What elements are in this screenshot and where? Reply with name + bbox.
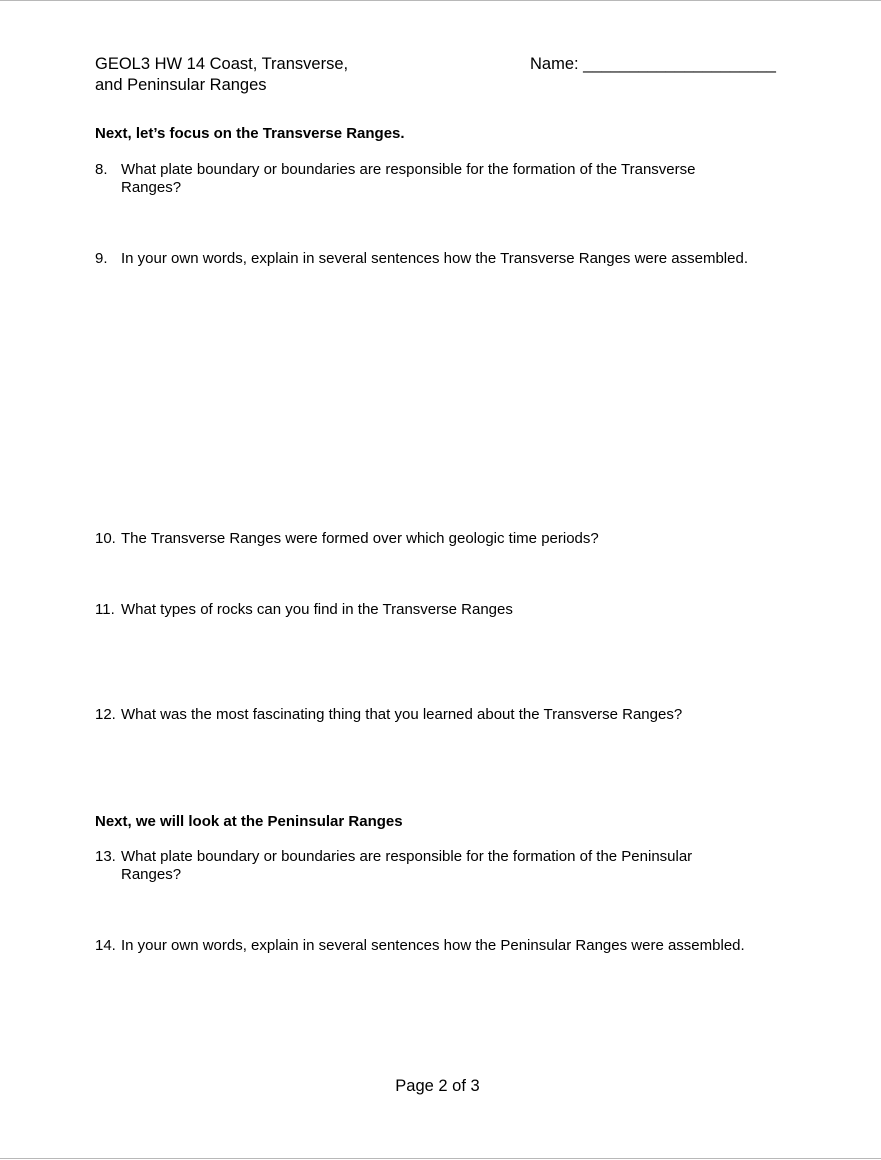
question-11 — [95, 601, 755, 619]
question-number: 13. — [95, 848, 116, 865]
section-heading-peninsular: Next, we will look at the Peninsular Ranges — [95, 813, 403, 830]
question-text: What plate boundary or boundaries are responsible for the formation of the Transverse Ranges? — [121, 161, 696, 196]
question-9 — [95, 250, 755, 268]
question-number: 8. — [95, 161, 108, 178]
question-text: In your own words, explain in several sentences how the Transverse Ranges were assembled. — [121, 250, 748, 267]
question-text: In your own words, explain in several sentences how the Peninsular Ranges were assembled. — [121, 937, 745, 954]
question-13 — [95, 848, 755, 884]
question-8 — [95, 161, 755, 197]
question-14 — [95, 937, 755, 955]
name-field: Name: _____________________ — [530, 55, 776, 73]
question-number: 11. — [95, 601, 115, 618]
section-heading-transverse: Next, let’s focus on the Transverse Ranges. — [95, 125, 405, 142]
question-text: What was the most fascinating thing that you learned about the Transverse Ranges? — [121, 706, 683, 723]
question-text: The Transverse Ranges were formed over which geologic time periods? — [121, 530, 599, 547]
question-text: What types of rocks can you find in the Transverse Ranges — [121, 601, 513, 618]
question-number: 12. — [95, 706, 116, 723]
document-title-line-2: and Peninsular Ranges — [95, 76, 267, 94]
document-title-line-1: GEOL3 HW 14 Coast, Transverse, — [95, 55, 349, 73]
page-bottom-border — [0, 1158, 881, 1159]
question-12 — [95, 706, 755, 724]
question-number: 14. — [95, 937, 116, 954]
page-top-border — [0, 0, 881, 1]
page-footer — [0, 1076, 881, 1097]
page-number: Page 2 of 3 — [395, 1077, 480, 1095]
question-10 — [95, 530, 755, 548]
question-number: 10. — [95, 530, 116, 547]
question-number: 9. — [95, 250, 108, 267]
question-text: What plate boundary or boundaries are responsible for the formation of the Peninsular Ranges? — [121, 848, 693, 883]
document-title — [95, 54, 415, 96]
